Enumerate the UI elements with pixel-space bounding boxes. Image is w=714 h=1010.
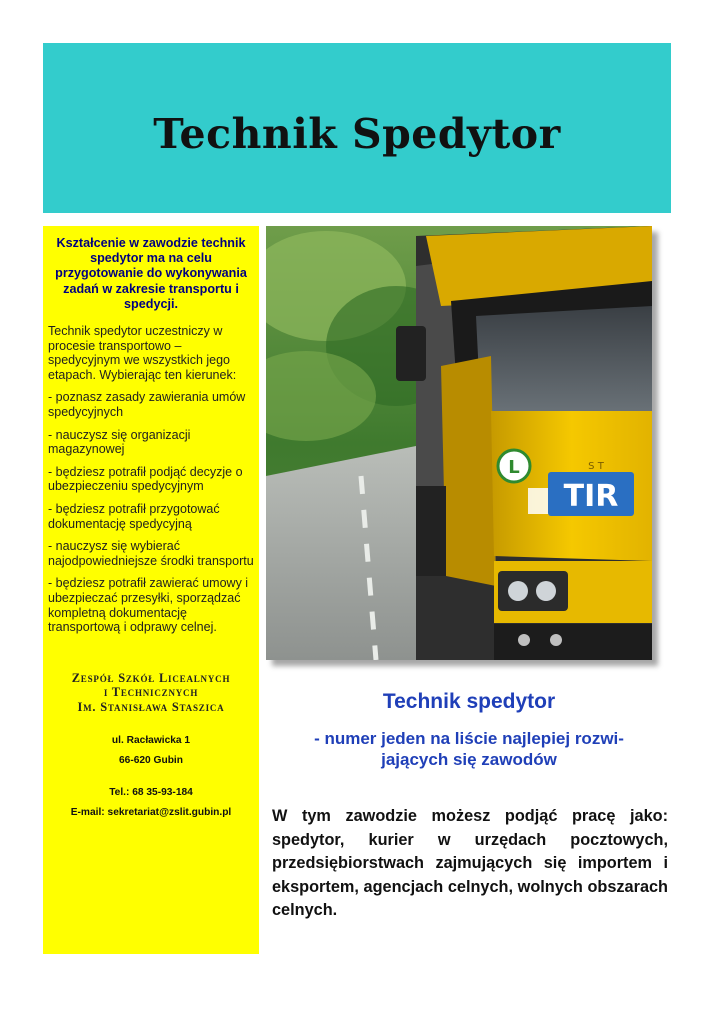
tagline-subtitle-line: - numer jeden na liście najlepiej rozwi- [314,729,624,748]
list-item: - nauczysz się wybierać najodpowiedniejsze środki transportu [48,539,254,568]
info-sidebar [43,226,259,954]
school-name-line: i Technicznych [103,685,199,700]
tir-plate: TIR [563,479,619,514]
truck-photo [266,226,652,660]
list-item: - będziesz potrafił podjąć decyzje o ubezpieczeniu spedycyjnym [48,464,243,494]
tagline-subtitle [266,728,672,770]
school-name-line: Im. Stanisława Staszica [77,699,225,714]
career-paragraph: W tym zawodzie możesz podjąć pracę jako: spedytor, kurier w urzędach pocztowych, przedsiębiorstwach zajmujących się importem i eksportem, agencjach celnych, wolnych obszarach celnych. [272,807,668,919]
list-item: - będziesz potrafił zawierać umowy i ubezpieczać przesyłki, sporządzać kompletną dokumentację transportową i odprawy celnej. [48,576,249,635]
tagline-subtitle-line: jających się zawodów [381,750,557,769]
sidebar-intro: Kształcenie w zawodzie technik spedytor ma na celu przygotowanie do wykonywania zadań w zakresie transportu i spedycji. [55,236,247,311]
sidebar-lead: Technik spedytor uczestniczy w procesie transportowo – spedycyjnym we wszystkich jego etapach. Wybierając ten kierunek: [48,324,237,382]
list-item: - poznasz zasady zawierania umów spedycyjnych [48,390,246,419]
title-banner [43,43,671,213]
contact-block [48,786,254,820]
contact-phone: Tel.: 68 35-93-184 [109,787,193,799]
list-item: - nauczysz się organizacji magazynowej [48,427,191,457]
list-item: - będziesz potrafił przygotować dokumentację spedycyjną [48,501,220,531]
page-title: Technik Spedytor [153,110,561,158]
grille-letters: S T [588,461,604,472]
l-badge: L [508,457,520,478]
tagline-title: Technik spedytor [382,690,556,713]
address-street: ul. Racławicka 1 [111,735,191,747]
address-city: 66-620 Gubin [119,755,183,767]
contact-email[interactable]: E-mail: sekretariat@zslit.gubin.pl [70,807,232,819]
school-name [48,671,254,715]
address-block [48,734,254,768]
school-name-line: Zespół Szkół Licealnych [71,670,231,685]
